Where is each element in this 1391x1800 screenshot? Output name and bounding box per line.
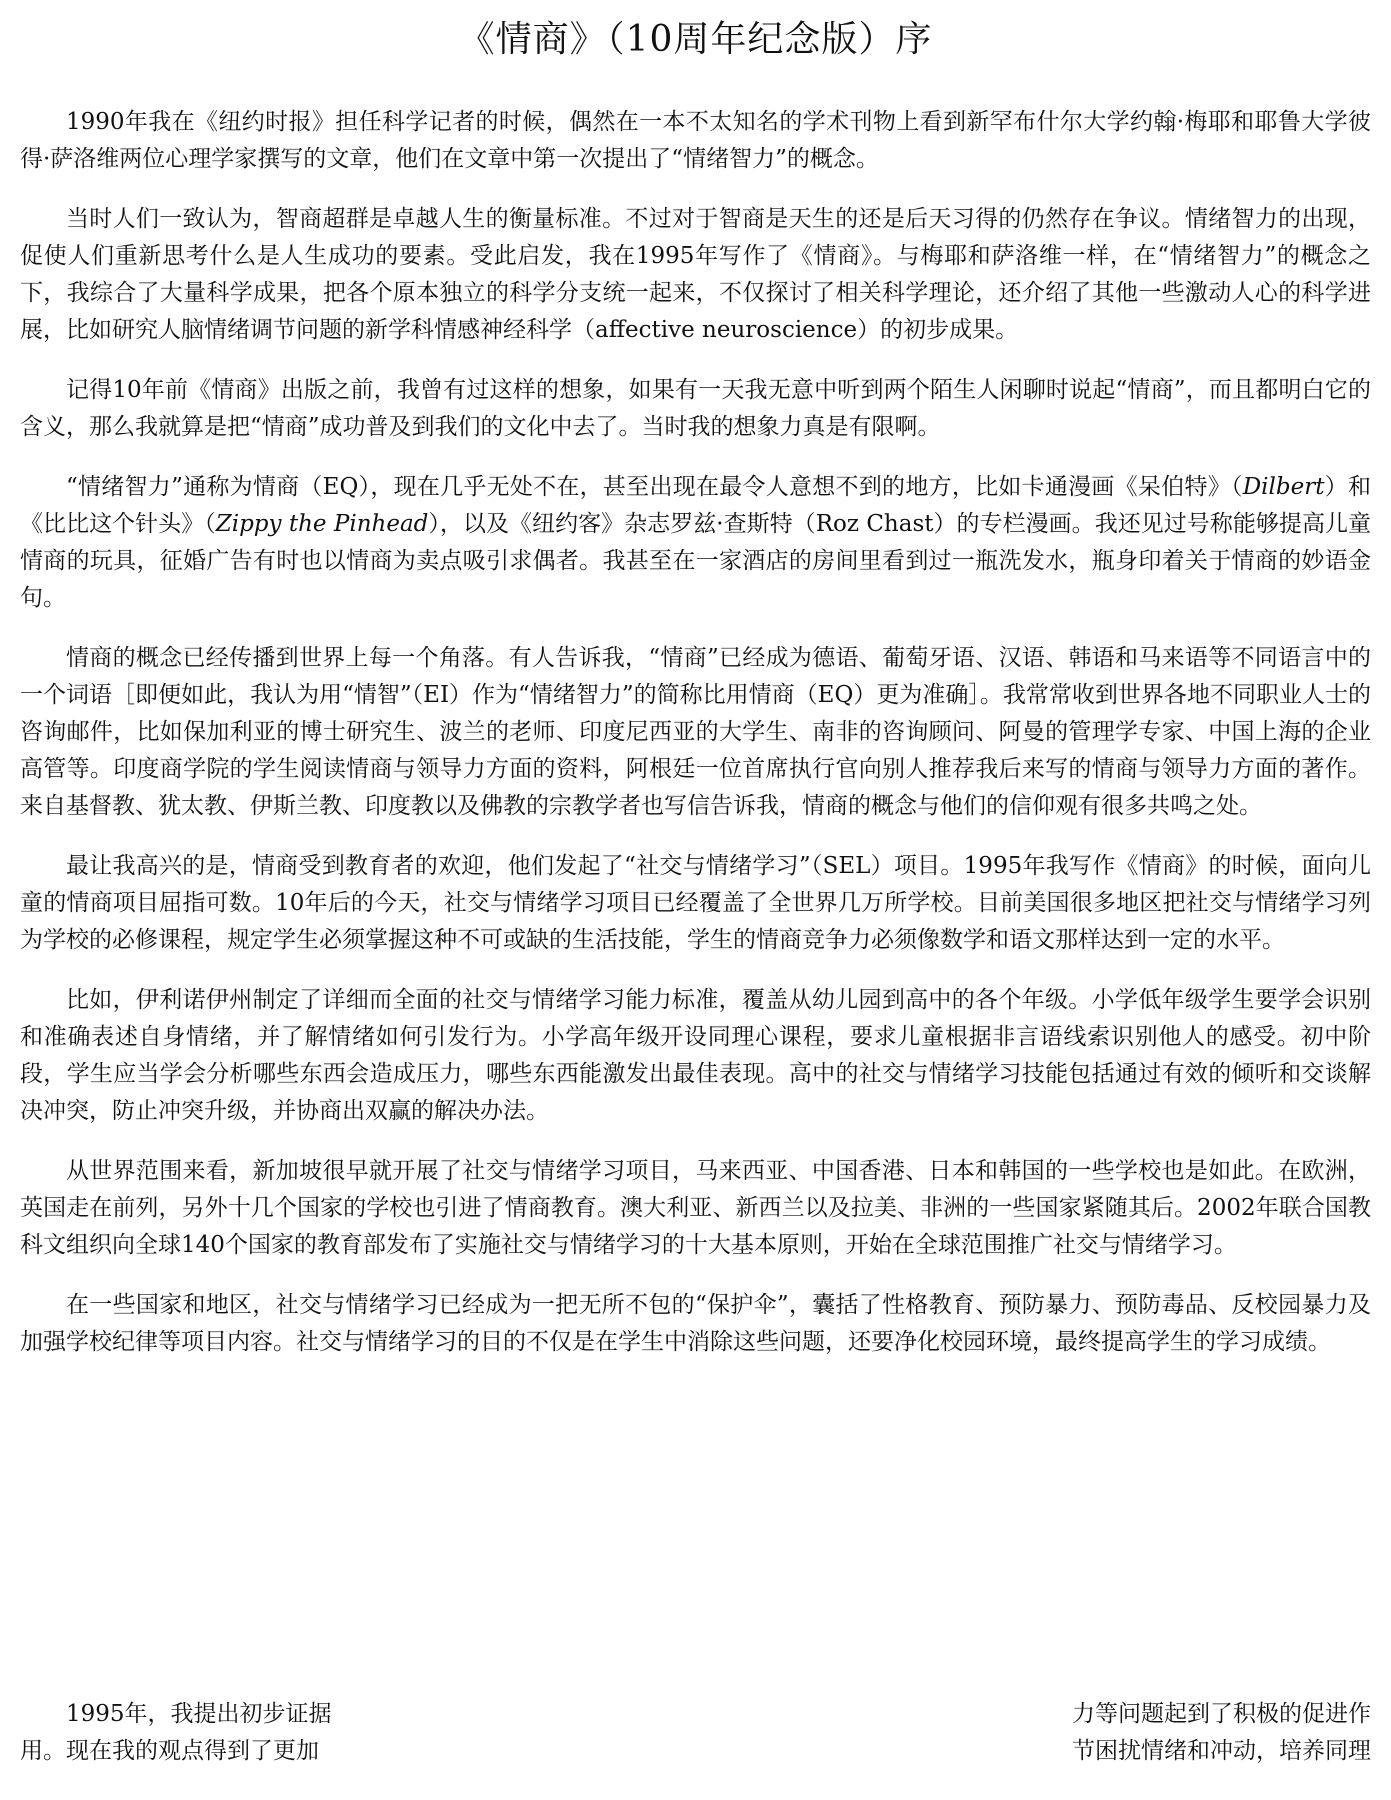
page-title: 《情商》（10周年纪念版）序 bbox=[458, 19, 933, 60]
paragraph-text: 记得10年前《情商》出版之前，我曾有过这样的想象，如果有一天我无意中听到两个陌生人闲聊时说起“情商”，而且都明白它的含义，那么我就算是把“情商”成功普及到我们的文化中去了。当时我的想象力真是有限啊。 bbox=[20, 377, 1371, 440]
paragraph-text: 情商的概念已经传播到世界上每一个角落。有人告诉我，“情商”已经成为德语、葡萄牙语、汉语、韩语和马来语等不同语言中的一个词语［即便如此，我认为用“情智”（EI）作为“情绪智力”的简称比用情商（EQ）更为准确］。我常常收到世界各地不同职业人士的咨询邮件，比如保加利亚的博士研究生、波兰的老师、印度尼西亚的大学生、南非的咨询顾问、阿曼的管理学专家、中国上海的企业高管等。印度商学院的学生阅读情商与领导力方面的资料，阿根廷一位首席执行官向别人推荐我后来写的情商与领导力方面的著作。来自基督教、犹太教、伊斯兰教、印度教以及佛教的宗教学者也写信告诉我，情商的概念与他们的信仰观有很多共鸣之处。 bbox=[20, 645, 1371, 819]
truncated-right-column bbox=[1072, 1696, 1371, 1770]
paragraph bbox=[20, 982, 1371, 1130]
paragraph-text: ），以及《纽约客》杂志罗兹·查斯特（Roz Chast）的专栏漫画。我还见过号称能够提高儿童情商的玩具，征婚广告有时也以情商为卖点吸引求偶者。我甚至在一家酒店的房间里看到过一瓶洗发水，瓶身印着关于情商的妙语金句。 bbox=[20, 511, 1371, 611]
paragraph bbox=[20, 640, 1371, 825]
paragraph bbox=[20, 1287, 1371, 1361]
paragraph bbox=[20, 104, 1371, 178]
truncated-left-line-2: 用。现在我的观点得到了更加 bbox=[20, 1738, 319, 1764]
truncated-right-line-2: 节困扰情绪和冲动，培养同理 bbox=[1072, 1738, 1371, 1764]
paragraph-text: “情绪智力”通称为情商（EQ），现在几乎无处不在，甚至出现在最令人意想不到的地方，比如卡通漫画《呆伯特》（ bbox=[66, 474, 1243, 500]
paragraph-text: 1990年我在《纽约时报》担任科学记者的时候，偶然在一本不太知名的学术刊物上看到新罕布什尔大学约翰·梅耶和耶鲁大学彼得·萨洛维两位心理学家撰写的文章，他们在文章中第一次提出了“情绪智力”的概念。 bbox=[20, 109, 1371, 172]
paragraph-text: 从世界范围来看，新加坡很早就开展了社交与情绪学习项目，马来西亚、中国香港、日本和韩国的一些学校也是如此。在欧洲，英国走在前列，另外十几个国家的学校也引进了情商教育。澳大利亚、新西兰以及拉美、非洲的一些国家紧随其后。2002年联合国教科文组织向全球140个国家的教育部发布了实施社交与情绪学习的十大基本原则，开始在全球范围推广社交与情绪学习。 bbox=[20, 1158, 1371, 1258]
paragraph-text: 最让我高兴的是，情商受到教育者的欢迎，他们发起了“社交与情绪学习”（SEL）项目。1995年我写作《情商》的时候，面向儿童的情商项目屈指可数。10年后的今天，社交与情绪学习项目已经覆盖了全世界几万所学校。目前美国很多地区把社交与情绪学习列为学校的必修课程，规定学生必须掌握这种不可或缺的生活技能，学生的情商竞争力必须像数学和语文那样达到一定的水平。 bbox=[20, 853, 1371, 953]
paragraph-text: 当时人们一致认为，智商超群是卓越人生的衡量标准。不过对于智商是天生的还是后天习得的仍然存在争议。情绪智力的出现，促使人们重新思考什么是人生成功的要素。受此启发，我在1995年写作了《情商》。与梅耶和萨洛维一样，在“情绪智力”的概念之下，我综合了大量科学成果，把各个原本独立的科学分支统一起来，不仅探讨了相关科学理论，还介绍了其他一些激动人心的科学进展，比如研究人脑情绪调节问题的新学科情感神经科学（affective neuroscience）的初步成果。 bbox=[20, 206, 1371, 343]
paragraph bbox=[20, 372, 1371, 446]
paragraph bbox=[20, 469, 1371, 617]
paragraph bbox=[20, 848, 1371, 959]
paragraph bbox=[20, 1153, 1371, 1264]
paragraph bbox=[20, 201, 1371, 349]
italic-title-text: Dilbert bbox=[1242, 474, 1325, 500]
body-text bbox=[20, 104, 1371, 1361]
truncated-left-column bbox=[20, 1696, 332, 1770]
truncated-right-line-1: 力等问题起到了积极的促进作 bbox=[1072, 1701, 1371, 1727]
truncated-left-line-1: 1995年，我提出初步证据 bbox=[66, 1701, 332, 1727]
paragraph-text: 在一些国家和地区，社交与情绪学习已经成为一把无所不包的“保护伞”，囊括了性格教育、预防暴力、预防毒品、反校园暴力及加强学校纪律等项目内容。社交与情绪学习的目的不仅是在学生中消除这些问题，还要净化校园环境，最终提高学生的学习成绩。 bbox=[20, 1292, 1371, 1355]
paragraph-text: ）和《比比这个针头》（ bbox=[20, 474, 1371, 537]
italic-title-text: Zippy the Pinhead bbox=[215, 511, 429, 537]
paragraph-text: 比如，伊利诺伊州制定了详细而全面的社交与情绪学习能力标准，覆盖从幼儿园到高中的各个年级。小学低年级学生要学会识别和准确表述自身情绪，并了解情绪如何引发行为。小学高年级开设同理心课程，要求儿童根据非言语线索识别他人的感受。初中阶段，学生应当学会分析哪些东西会造成压力，哪些东西能激发出最佳表现。高中的社交与情绪学习技能包括通过有效的倾听和交谈解决冲突，防止冲突升级，并协商出双赢的解决办法。 bbox=[20, 987, 1371, 1124]
